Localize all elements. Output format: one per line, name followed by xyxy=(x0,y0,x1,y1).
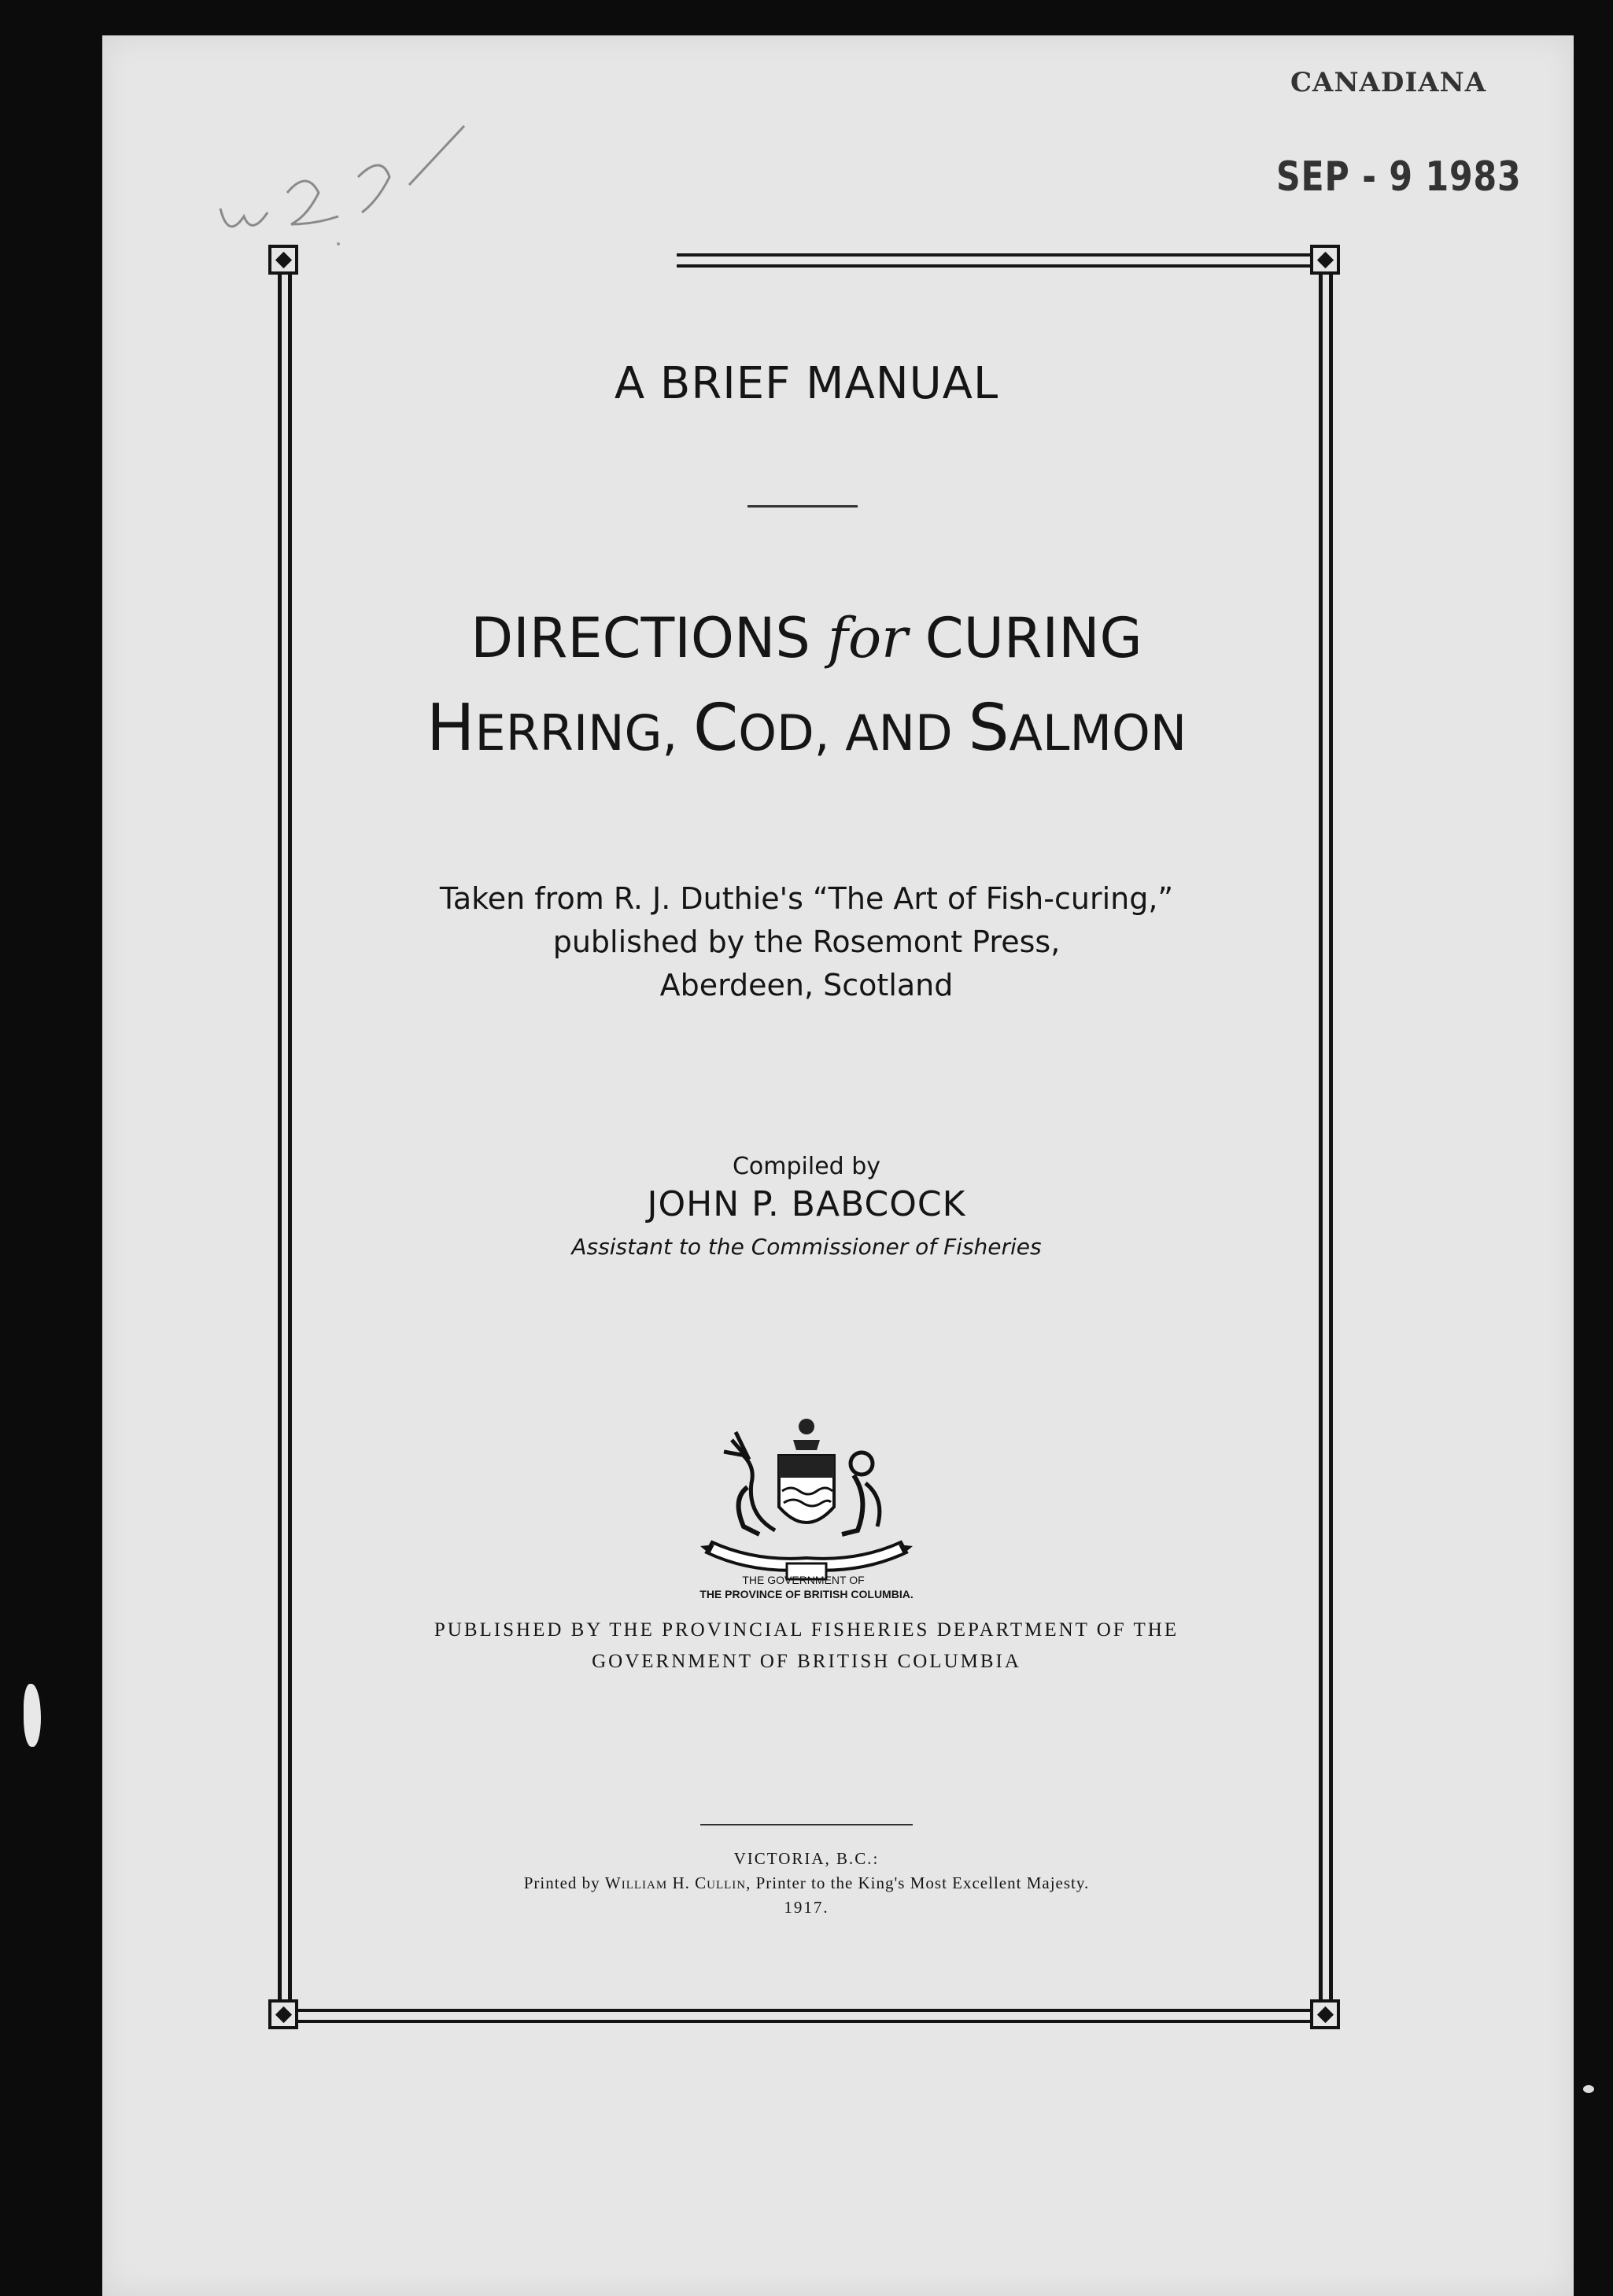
corner-ornament-bottom-left xyxy=(268,1999,298,2029)
corner-ornament-bottom-right xyxy=(1310,1999,1340,2029)
series-heading: A BRIEF MANUAL xyxy=(614,358,999,409)
crest-caption-line-1: THE GOVERNMENT OF xyxy=(742,1574,865,1586)
imprint-printer: Printed by William H. Cullin, Printer to the King's Most Excellent Majesty. xyxy=(523,1873,1090,1892)
compiler-name: JOHN P. BABCOCK xyxy=(647,1184,966,1224)
british-columbia-coat-of-arms xyxy=(700,1412,913,1593)
scan-artifact xyxy=(1583,2085,1594,2093)
source-line-1: Taken from R. J. Duthie's “The Art of Fish-curing,” xyxy=(439,881,1174,916)
imprint-place: VICTORIA, B.C.: xyxy=(733,1849,880,1868)
scan-artifact xyxy=(24,1684,41,1747)
publisher-line-1: PUBLISHED BY THE PROVINCIAL FISHERIES DEPARTMENT OF THE xyxy=(434,1619,1179,1641)
library-stamp-name: CANADIANA xyxy=(1290,67,1487,98)
source-line-3: Aberdeen, Scotland xyxy=(659,968,954,1002)
imprint-year: 1917. xyxy=(784,1898,829,1917)
decorative-border xyxy=(268,240,1345,2038)
title-line-2: HERRING, COD, AND SALMON xyxy=(426,691,1187,766)
title-line-1: DIRECTIONS for CURING xyxy=(471,606,1142,670)
source-line-2: published by the Rosemont Press, xyxy=(552,925,1061,959)
divider-rule xyxy=(747,505,858,508)
corner-ornament-top-right xyxy=(1310,245,1340,275)
corner-ornament-top-left xyxy=(268,245,298,275)
crest-caption-line-2: THE PROVINCE OF BRITISH COLUMBIA. xyxy=(699,1588,914,1600)
library-stamp-date: SEP - 9 1983 xyxy=(1276,153,1522,201)
compiled-by-label: Compiled by xyxy=(732,1153,881,1180)
publisher-line-2: GOVERNMENT OF BRITISH COLUMBIA xyxy=(592,1651,1021,1672)
compiler-role: Assistant to the Commissioner of Fisheries xyxy=(571,1234,1042,1260)
imprint-divider-rule xyxy=(700,1824,913,1825)
